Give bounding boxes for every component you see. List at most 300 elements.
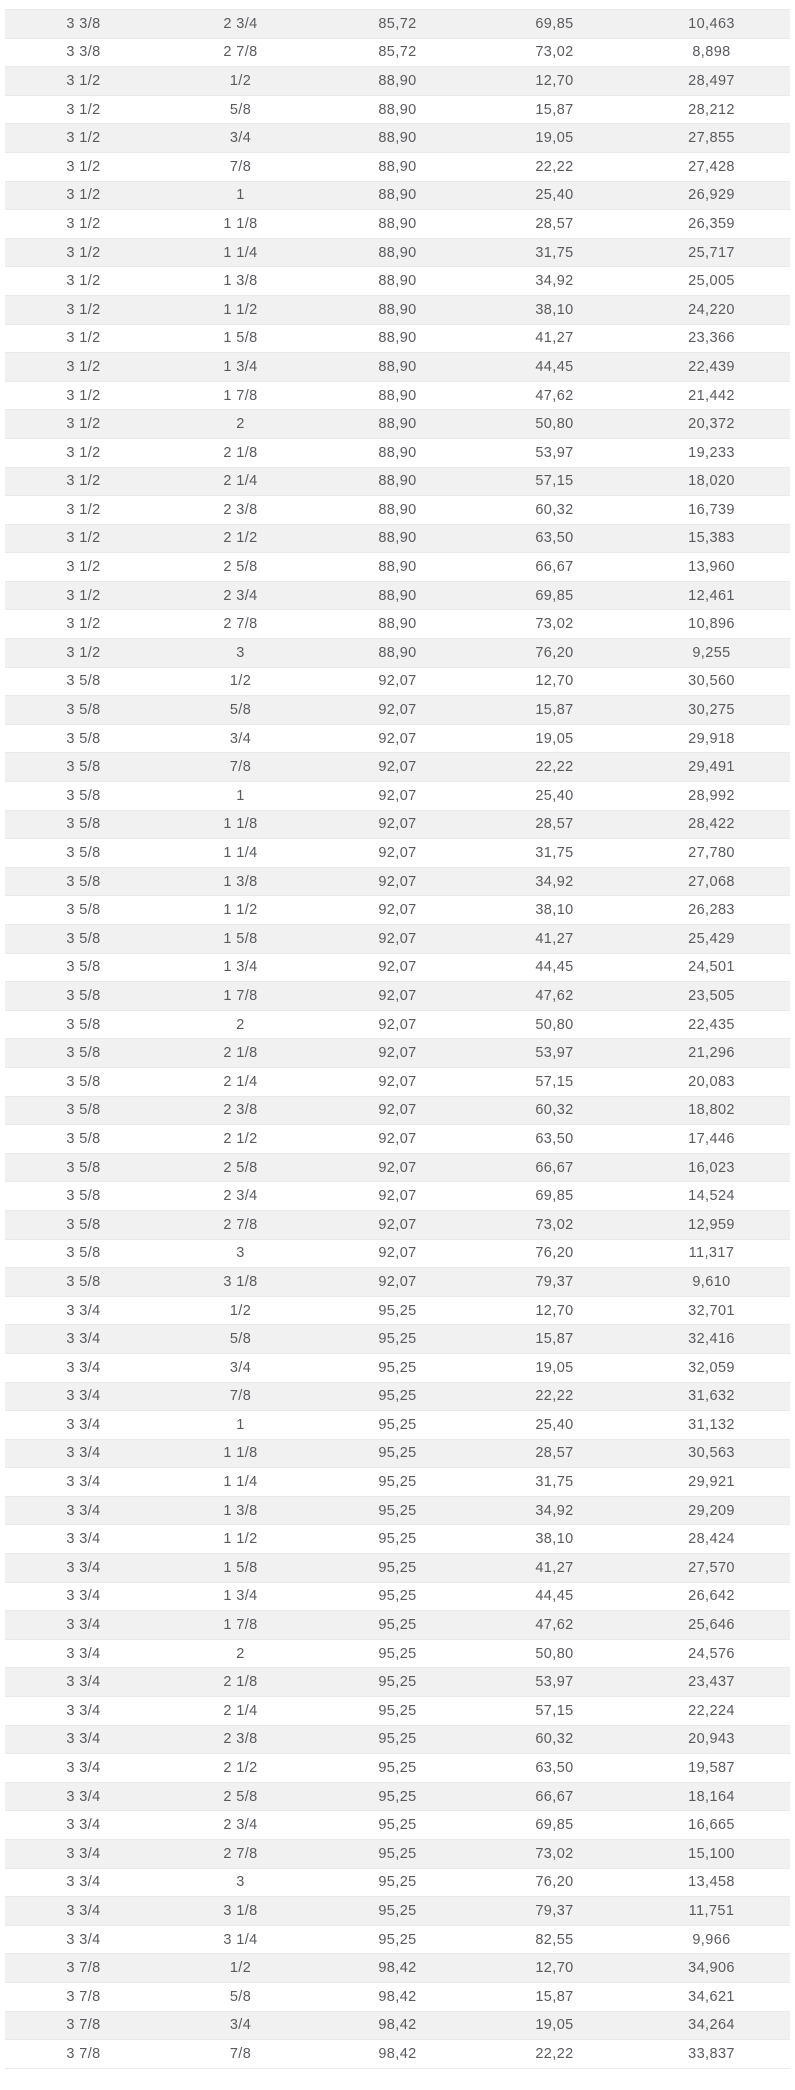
table-cell: 3 5/8 <box>5 696 162 725</box>
table-cell: 3 3/8 <box>5 38 162 67</box>
table-row <box>5 1954 790 1983</box>
table-row <box>5 524 790 553</box>
table-cell: 31,132 <box>633 1411 790 1440</box>
table-cell: 73,02 <box>476 610 633 639</box>
table-row <box>5 267 790 296</box>
table-cell: 95,25 <box>319 1725 476 1754</box>
table-cell: 79,37 <box>476 1897 633 1926</box>
table-cell: 16,023 <box>633 1153 790 1182</box>
table-row <box>5 2011 790 2040</box>
table-cell: 41,27 <box>476 1554 633 1583</box>
table-cell: 88,90 <box>319 496 476 525</box>
table-cell: 95,25 <box>319 1353 476 1382</box>
table-cell: 44,45 <box>476 953 633 982</box>
table-row <box>5 496 790 525</box>
table-cell: 2 3/8 <box>162 1096 319 1125</box>
table-cell: 26,283 <box>633 896 790 925</box>
table-cell: 88,90 <box>319 210 476 239</box>
table-cell: 63,50 <box>476 1125 633 1154</box>
table-cell: 3/4 <box>162 724 319 753</box>
table-cell: 88,90 <box>319 95 476 124</box>
table-cell: 69,85 <box>476 581 633 610</box>
table-cell: 3 5/8 <box>5 1010 162 1039</box>
table-row <box>5 152 790 181</box>
table-cell: 26,929 <box>633 181 790 210</box>
table-row <box>5 1754 790 1783</box>
table-cell: 57,15 <box>476 467 633 496</box>
table-cell: 44,45 <box>476 1582 633 1611</box>
table-cell: 88,90 <box>319 324 476 353</box>
table-cell: 88,90 <box>319 295 476 324</box>
table-cell: 29,491 <box>633 753 790 782</box>
table-cell: 30,275 <box>633 696 790 725</box>
table-row <box>5 467 790 496</box>
table-cell: 92,07 <box>319 982 476 1011</box>
table-cell: 92,07 <box>319 1039 476 1068</box>
table-cell: 88,90 <box>319 467 476 496</box>
table-cell: 1 7/8 <box>162 982 319 1011</box>
table-cell: 28,212 <box>633 95 790 124</box>
table-cell: 69,85 <box>476 1811 633 1840</box>
table-cell: 24,501 <box>633 953 790 982</box>
table-cell: 73,02 <box>476 38 633 67</box>
table-cell: 2 5/8 <box>162 1782 319 1811</box>
table-cell: 2 <box>162 1010 319 1039</box>
table-cell: 95,25 <box>319 1639 476 1668</box>
table-cell: 3 5/8 <box>5 839 162 868</box>
table-cell: 76,20 <box>476 639 633 668</box>
table-cell: 3 3/4 <box>5 1811 162 1840</box>
table-cell: 11,751 <box>633 1897 790 1926</box>
table-cell: 19,233 <box>633 438 790 467</box>
table-cell: 1 1/4 <box>162 839 319 868</box>
table-cell: 19,05 <box>476 1353 633 1382</box>
table-row <box>5 1868 790 1897</box>
table-cell: 76,20 <box>476 1239 633 1268</box>
table-cell: 34,621 <box>633 1982 790 2011</box>
table-cell: 92,07 <box>319 1125 476 1154</box>
table-cell: 3 <box>162 639 319 668</box>
table-cell: 2 7/8 <box>162 38 319 67</box>
table-cell: 38,10 <box>476 295 633 324</box>
table-row <box>5 1067 790 1096</box>
table-cell: 98,42 <box>319 1954 476 1983</box>
table-cell: 2 1/4 <box>162 1067 319 1096</box>
table-cell: 92,07 <box>319 896 476 925</box>
table-row <box>5 1582 790 1611</box>
table-cell: 1 <box>162 1411 319 1440</box>
table-cell: 95,25 <box>319 1411 476 1440</box>
table-cell: 28,422 <box>633 810 790 839</box>
table-cell: 60,32 <box>476 1725 633 1754</box>
table-cell: 3 1/2 <box>5 67 162 96</box>
table-body <box>5 10 790 2069</box>
table-cell: 3 7/8 <box>5 1982 162 2011</box>
table-cell: 53,97 <box>476 1668 633 1697</box>
table-cell: 1 1/4 <box>162 1468 319 1497</box>
table-cell: 3 7/8 <box>5 1954 162 1983</box>
table-cell: 3 1/2 <box>5 410 162 439</box>
table-cell: 15,383 <box>633 524 790 553</box>
table-cell: 63,50 <box>476 524 633 553</box>
table-cell: 31,632 <box>633 1382 790 1411</box>
table-cell: 3 3/4 <box>5 1697 162 1726</box>
table-row <box>5 1411 790 1440</box>
table-cell: 15,87 <box>476 696 633 725</box>
table-cell: 92,07 <box>319 782 476 811</box>
table-cell: 3 1/2 <box>5 324 162 353</box>
table-cell: 95,25 <box>319 1754 476 1783</box>
table-cell: 19,05 <box>476 124 633 153</box>
table-cell: 3 1/4 <box>162 1925 319 1954</box>
table-cell: 92,07 <box>319 1182 476 1211</box>
table-cell: 3 3/4 <box>5 1554 162 1583</box>
table-cell: 28,497 <box>633 67 790 96</box>
table-cell: 66,67 <box>476 1153 633 1182</box>
table-row <box>5 1382 790 1411</box>
table-cell: 15,87 <box>476 1982 633 2011</box>
table-cell: 31,75 <box>476 839 633 868</box>
table-cell: 88,90 <box>319 353 476 382</box>
table-cell: 50,80 <box>476 1010 633 1039</box>
table-cell: 23,366 <box>633 324 790 353</box>
table-row <box>5 667 790 696</box>
table-cell: 95,25 <box>319 1668 476 1697</box>
table-cell: 15,87 <box>476 95 633 124</box>
table-cell: 3 1/2 <box>5 581 162 610</box>
table-cell: 32,701 <box>633 1296 790 1325</box>
table-row <box>5 238 790 267</box>
table-cell: 28,57 <box>476 210 633 239</box>
table-cell: 12,70 <box>476 667 633 696</box>
table-cell: 3 3/4 <box>5 1754 162 1783</box>
table-cell: 13,960 <box>633 553 790 582</box>
table-row <box>5 10 790 39</box>
table-cell: 23,437 <box>633 1668 790 1697</box>
table-cell: 19,05 <box>476 2011 633 2040</box>
table-cell: 3 5/8 <box>5 1239 162 1268</box>
table-cell: 3 5/8 <box>5 1039 162 1068</box>
table-cell: 2 5/8 <box>162 553 319 582</box>
table-cell: 95,25 <box>319 1325 476 1354</box>
table-cell: 22,435 <box>633 1010 790 1039</box>
table-cell: 2 3/4 <box>162 581 319 610</box>
table-row <box>5 581 790 610</box>
table-cell: 1 3/4 <box>162 1582 319 1611</box>
table-cell: 22,439 <box>633 353 790 382</box>
table-row <box>5 1353 790 1382</box>
table-cell: 3 5/8 <box>5 782 162 811</box>
table-cell: 9,610 <box>633 1268 790 1297</box>
table-cell: 14,524 <box>633 1182 790 1211</box>
table-cell: 3 5/8 <box>5 1153 162 1182</box>
table-cell: 1 3/8 <box>162 1496 319 1525</box>
table-cell: 53,97 <box>476 438 633 467</box>
table-cell: 92,07 <box>319 1210 476 1239</box>
table-cell: 3 3/4 <box>5 1325 162 1354</box>
table-cell: 32,059 <box>633 1353 790 1382</box>
table-cell: 29,921 <box>633 1468 790 1497</box>
table-cell: 88,90 <box>319 524 476 553</box>
table-cell: 95,25 <box>319 1868 476 1897</box>
table-cell: 24,220 <box>633 295 790 324</box>
table-row <box>5 1210 790 1239</box>
table-cell: 88,90 <box>319 610 476 639</box>
table-cell: 29,209 <box>633 1496 790 1525</box>
table-cell: 20,083 <box>633 1067 790 1096</box>
table-cell: 3 5/8 <box>5 1182 162 1211</box>
table-cell: 3 3/4 <box>5 1411 162 1440</box>
table-cell: 92,07 <box>319 667 476 696</box>
table-cell: 2 1/4 <box>162 467 319 496</box>
table-row <box>5 438 790 467</box>
table-row <box>5 1725 790 1754</box>
table-cell: 1/2 <box>162 1296 319 1325</box>
table-cell: 76,20 <box>476 1868 633 1897</box>
table-cell: 53,97 <box>476 1039 633 1068</box>
table-cell: 1 1/2 <box>162 295 319 324</box>
table-row <box>5 896 790 925</box>
table-cell: 41,27 <box>476 925 633 954</box>
table-cell: 12,70 <box>476 67 633 96</box>
table-row <box>5 1325 790 1354</box>
table-cell: 63,50 <box>476 1754 633 1783</box>
table-cell: 25,005 <box>633 267 790 296</box>
table-cell: 1 <box>162 181 319 210</box>
table-cell: 2 7/8 <box>162 1210 319 1239</box>
table-cell: 27,428 <box>633 152 790 181</box>
table-cell: 3/4 <box>162 124 319 153</box>
table-row <box>5 867 790 896</box>
table-cell: 92,07 <box>319 724 476 753</box>
table-cell: 25,717 <box>633 238 790 267</box>
table-cell: 21,442 <box>633 381 790 410</box>
table-cell: 28,992 <box>633 782 790 811</box>
table-cell: 22,224 <box>633 1697 790 1726</box>
table-cell: 9,966 <box>633 1925 790 1954</box>
table-cell: 69,85 <box>476 10 633 39</box>
table-row <box>5 810 790 839</box>
table-row <box>5 1811 790 1840</box>
table-cell: 12,959 <box>633 1210 790 1239</box>
table-row <box>5 953 790 982</box>
table-cell: 1 1/2 <box>162 1525 319 1554</box>
table-cell: 1 1/4 <box>162 238 319 267</box>
table-cell: 8,898 <box>633 38 790 67</box>
table-cell: 38,10 <box>476 896 633 925</box>
table-cell: 2 1/2 <box>162 1754 319 1783</box>
table-row <box>5 1496 790 1525</box>
table-cell: 13,458 <box>633 1868 790 1897</box>
table-cell: 1/2 <box>162 67 319 96</box>
table-cell: 3 5/8 <box>5 1096 162 1125</box>
table-cell: 88,90 <box>319 181 476 210</box>
table-row <box>5 696 790 725</box>
table-cell: 95,25 <box>319 1296 476 1325</box>
table-cell: 47,62 <box>476 1611 633 1640</box>
table-cell: 3 3/8 <box>5 10 162 39</box>
table-cell: 3 1/2 <box>5 267 162 296</box>
table-cell: 17,446 <box>633 1125 790 1154</box>
table-row <box>5 1639 790 1668</box>
table-cell: 3 3/4 <box>5 1639 162 1668</box>
table-cell: 3 1/2 <box>5 181 162 210</box>
table-row <box>5 724 790 753</box>
table-cell: 3 5/8 <box>5 1125 162 1154</box>
table-cell: 73,02 <box>476 1210 633 1239</box>
table-cell: 34,264 <box>633 2011 790 2040</box>
table-cell: 21,296 <box>633 1039 790 1068</box>
table-cell: 3 1/2 <box>5 95 162 124</box>
table-cell: 3 1/2 <box>5 610 162 639</box>
table-cell: 92,07 <box>319 1096 476 1125</box>
table-cell: 50,80 <box>476 410 633 439</box>
table-row <box>5 210 790 239</box>
table-cell: 85,72 <box>319 10 476 39</box>
table-row <box>5 1611 790 1640</box>
table-cell: 3 5/8 <box>5 810 162 839</box>
table-cell: 32,416 <box>633 1325 790 1354</box>
table-cell: 20,372 <box>633 410 790 439</box>
table-row <box>5 553 790 582</box>
table-cell: 88,90 <box>319 410 476 439</box>
table-cell: 26,359 <box>633 210 790 239</box>
table-cell: 2 1/4 <box>162 1697 319 1726</box>
table-cell: 3 5/8 <box>5 896 162 925</box>
table-cell: 3 5/8 <box>5 724 162 753</box>
table-cell: 3 1/8 <box>162 1897 319 1926</box>
table-row <box>5 2040 790 2069</box>
table-cell: 30,560 <box>633 667 790 696</box>
table-row <box>5 1525 790 1554</box>
table-cell: 98,42 <box>319 2011 476 2040</box>
table-cell: 98,42 <box>319 1982 476 2011</box>
table-cell: 2 3/4 <box>162 10 319 39</box>
table-cell: 7/8 <box>162 2040 319 2069</box>
table-row <box>5 1840 790 1869</box>
table-cell: 60,32 <box>476 1096 633 1125</box>
table-row <box>5 1239 790 1268</box>
table-cell: 95,25 <box>319 1782 476 1811</box>
table-cell: 20,943 <box>633 1725 790 1754</box>
table-cell: 27,855 <box>633 124 790 153</box>
table-cell: 95,25 <box>319 1811 476 1840</box>
table-cell: 3 3/4 <box>5 1840 162 1869</box>
table-cell: 1 1/8 <box>162 210 319 239</box>
table-cell: 92,07 <box>319 1268 476 1297</box>
table-cell: 57,15 <box>476 1697 633 1726</box>
table-cell: 23,505 <box>633 982 790 1011</box>
table-cell: 16,739 <box>633 496 790 525</box>
table-cell: 92,07 <box>319 925 476 954</box>
table-cell: 3 3/4 <box>5 1611 162 1640</box>
table-cell: 3 7/8 <box>5 2040 162 2069</box>
table-cell: 2 1/8 <box>162 1668 319 1697</box>
table-cell: 3 5/8 <box>5 1268 162 1297</box>
table-cell: 2 1/2 <box>162 1125 319 1154</box>
table-cell: 3 3/4 <box>5 1468 162 1497</box>
table-row <box>5 381 790 410</box>
table-cell: 2 3/8 <box>162 1725 319 1754</box>
table-row <box>5 782 790 811</box>
table-cell: 79,37 <box>476 1268 633 1297</box>
table-cell: 28,424 <box>633 1525 790 1554</box>
table-cell: 3 3/4 <box>5 1582 162 1611</box>
table-cell: 88,90 <box>319 67 476 96</box>
table-cell: 18,802 <box>633 1096 790 1125</box>
table-cell: 29,918 <box>633 724 790 753</box>
table-cell: 95,25 <box>319 1611 476 1640</box>
table-cell: 3 5/8 <box>5 867 162 896</box>
table-row <box>5 1039 790 1068</box>
table-cell: 92,07 <box>319 696 476 725</box>
table-cell: 88,90 <box>319 152 476 181</box>
table-cell: 3 <box>162 1239 319 1268</box>
table-row <box>5 353 790 382</box>
table-row <box>5 1782 790 1811</box>
table-row <box>5 181 790 210</box>
table-cell: 3 3/4 <box>5 1525 162 1554</box>
table-cell: 1 1/8 <box>162 810 319 839</box>
table-cell: 3 3/4 <box>5 1668 162 1697</box>
table-cell: 1 <box>162 782 319 811</box>
table-cell: 3 1/8 <box>162 1268 319 1297</box>
table-row <box>5 925 790 954</box>
table-row <box>5 1010 790 1039</box>
table-cell: 15,100 <box>633 1840 790 1869</box>
table-cell: 2 5/8 <box>162 1153 319 1182</box>
table-cell: 50,80 <box>476 1639 633 1668</box>
table-cell: 19,587 <box>633 1754 790 1783</box>
table-cell: 3 3/4 <box>5 1868 162 1897</box>
table-cell: 2 3/4 <box>162 1811 319 1840</box>
table-cell: 25,40 <box>476 1411 633 1440</box>
table-cell: 34,906 <box>633 1954 790 1983</box>
table-cell: 3 3/4 <box>5 1496 162 1525</box>
table-cell: 2 <box>162 410 319 439</box>
table-row <box>5 67 790 96</box>
table-row <box>5 1153 790 1182</box>
table-row <box>5 1268 790 1297</box>
table-cell: 92,07 <box>319 810 476 839</box>
table-cell: 1/2 <box>162 667 319 696</box>
table-row <box>5 1439 790 1468</box>
table-cell: 3 <box>162 1868 319 1897</box>
table-cell: 95,25 <box>319 1897 476 1926</box>
table-cell: 28,57 <box>476 1439 633 1468</box>
table-cell: 1/2 <box>162 1954 319 1983</box>
table-cell: 27,068 <box>633 867 790 896</box>
table-cell: 44,45 <box>476 353 633 382</box>
table-cell: 92,07 <box>319 867 476 896</box>
table-cell: 88,90 <box>319 381 476 410</box>
table-cell: 5/8 <box>162 1325 319 1354</box>
table-cell: 1 3/4 <box>162 353 319 382</box>
table-cell: 1 5/8 <box>162 324 319 353</box>
table-row <box>5 95 790 124</box>
table-row <box>5 1468 790 1497</box>
table-cell: 2 1/2 <box>162 524 319 553</box>
table-cell: 2 1/8 <box>162 1039 319 1068</box>
table-cell: 95,25 <box>319 1496 476 1525</box>
table-cell: 3 3/4 <box>5 1439 162 1468</box>
table-cell: 24,576 <box>633 1639 790 1668</box>
table-cell: 95,25 <box>319 1554 476 1583</box>
table-cell: 3 1/2 <box>5 238 162 267</box>
table-cell: 5/8 <box>162 95 319 124</box>
table-cell: 34,92 <box>476 1496 633 1525</box>
table-cell: 57,15 <box>476 1067 633 1096</box>
